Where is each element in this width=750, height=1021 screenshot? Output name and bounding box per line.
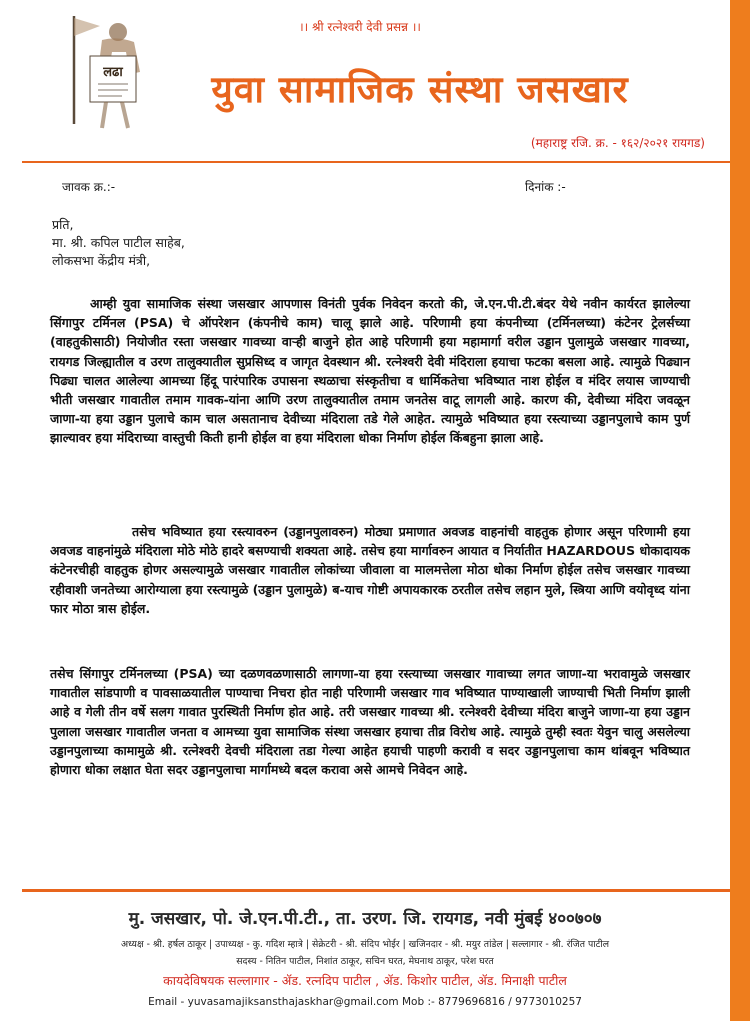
- body-paragraph-3: [50, 664, 690, 779]
- outward-number-label: जावक क्र.:-: [62, 180, 116, 194]
- address-line: लोकसभा केंद्रीय मंत्री,: [52, 253, 151, 268]
- legal-advisors: कायदेविषयक सल्लागार - ॲड. रत्नदिप पाटील , ॲड. किशोर पाटील, ॲड. मिनाक्षी पाटील: [163, 973, 567, 988]
- footer-divider: [22, 889, 730, 892]
- paragraph-text: आम्ही युवा सामाजिक संस्था जसखार आपणास विनंती पुर्वक निवेदन करतो की, जे.एन.पी.टी.बंदर येथे नवीन कार्यरत झालेल्या सिंगापुर टर्मिनल (PSA) चे ऑपरेशन (कंपनीचे काम) चालू झाले आहे. परिणामी हया कंपनीच्या (टर्मिनलच्या) कंटेनर ट्रेलर्सच्या (वाहतुकीसाठी) नियोजीत रस्ता जसखार गावच्या वाऱ्ही बाजुने होत आहे परिणामी हया महामार्गा वरील उड्डान पुलामुळे जसखार गावच्या, रायगड जिल्ह्यातील व उरण तालुक्यातील सुप्रसिध्द व जागृत देवस्थान श्री. रत्नेश्वरी देवी मंदिराला हयाचा फटका बसला आहे. त्यामुळे पिढ्यान पिढ्या चालत आलेल्या आमच्या हिंदू पारंपारिक उपासना स्थळाचा संस्कृतीचा व धार्मिकतेचा भविष्यात नाश होईल व मंदिर लयास जाण्याची भीती जसखार गावातील तमाम गावक-यांना आणि उरण तालुक्यातील तमाम जनतेस वाटू लागली आहे. कारण की, देवीच्या मंदिरा जवळून जाणा-या हया उड्डान पुलाचे काम चाल असतानाच देवीच्या मंदिराला तडे गेले आहेत. त्यामुळे भविष्यात हया रस्त्याच्या उड्डानपुलाचे काम पुर्ण झाल्यावर हया मंदिराच्या वास्तुची किती हानी होईल वा हया मंदिराला धोका निर्माण होईल किंबहुना झाला आहे.: [50, 296, 690, 446]
- header-divider: [22, 161, 730, 163]
- body-paragraph-1: [50, 294, 690, 448]
- address-line: मा. श्री. कपिल पाटील साहेब,: [52, 235, 185, 250]
- body-paragraph-2: [50, 522, 690, 618]
- organization-name: युवा सामाजिक संस्था जसखार: [211, 68, 629, 111]
- paragraph-text: तसेच भविष्यात हया रस्त्यावरुन (उड्डानपुलावरुन) मोठ्या प्रमाणात अवजड वाहनांची वाहतुक होणार असून परिणामी हया अवजड वाहनांमुळे मंदिराला मोठे मोठे हादरे बसण्याची शक्यता आहे. तसेच हया मार्गावरुन आयात व निर्यातीत HAZARDOUS धोकादायक कंटेनरचीही वाहतुक होणर असल्यामुळे जसखार गावातील लोकांच्या जीवाला वा मालमत्तेला मोठा धोका निर्माण होईल तसेच जसखार गावच्या रहीवाशी जनतेच्या आरोग्याला हया रस्त्यामुळे (उड्डान पुलामुळे) ब-याच गोष्टी अपायकारक ठरतील तसेच लहान मुले, स्त्रिया आणि वयोवृध्द यांना फार मोठा त्रास होईल.: [50, 524, 690, 616]
- contact-info: Email - yuvasamajiksansthajaskhar@gmail.com Mob :- 8779696816 / 9773010257: [148, 996, 582, 1008]
- footer-address: मु. जसखार, पो. जे.एन.पी.टी., ता. उरण. जि. रायगड, नवी मुंबई ४००७०७: [128, 909, 602, 929]
- recipient-address: [52, 216, 185, 270]
- right-accent-bar: [730, 0, 750, 1021]
- address-line: प्रति,: [52, 217, 74, 232]
- paragraph-text: तसेच सिंगापुर टर्मिनलच्या (PSA) च्या दळणवळणासाठी लागणा-या हया रस्त्याच्या जसखार गावाच्या लगत जाणा-या भरावामुळे जसखार गावातील सांडपाणी व पावसाळयातील पाण्याचा निचरा होत नाही परिणामी जसखार गाव भविष्यात पाण्याखाली जाण्याची भिती निर्माण झाली आहे व गेली तीन वर्षे सलग गावात पुरस्थिती निर्माण होत आहे. तरी जसखार गावच्या श्री. रत्नेश्वरी देवीच्या मंदिरा बाजुने जाणा-या हया उड्डान पुलाला जसखार गावातील जनता व आमच्या युवा सामाजिक संस्था जसखार हयाचा तीव्र विरोध आहे. त्यामुळे तुम्ही स्वतः येवुन चालु असलेल्या उड्डानपुलाच्या कामामुळे श्री. रत्नेश्वरी देवची मंदिराला तडा गेल्या आहेत हयाची पाहणी करावी व सदर उड्डानपुलाचा काम थांबवून भविष्यात होणारा धोका लक्षात घेता सदर उड्डानपुलाचा मार्गामध्ये बदल करावा असे आमचे निवेदन आहे.: [50, 666, 690, 778]
- invocation-text: ।। श्री रत्नेश्वरी देवी प्रसन्न ।।: [299, 20, 421, 34]
- date-label: दिनांक :-: [525, 180, 566, 194]
- office-bearers: अध्यक्ष - श्री. हर्षल ठाकूर | उपाध्यक्ष - कु. गदिश म्हात्रे | सेक्रेटरी - श्री. संदिप भोईर | खजिनदार - श्री. मयुर तांडेल | सल्लागार - श्री. रंजित पाटील: [120, 939, 610, 950]
- members-list: सदस्य - नितिन पाटील, निशांत ठाकूर, सचिन घरत, मेघनाथ ठाकूर, परेश घरत: [236, 956, 494, 967]
- logo-wordmark: लढा: [103, 65, 123, 80]
- registration-number: (महाराष्ट्र रजि. क्र. - १६२/२०२१ रायगड): [530, 136, 705, 150]
